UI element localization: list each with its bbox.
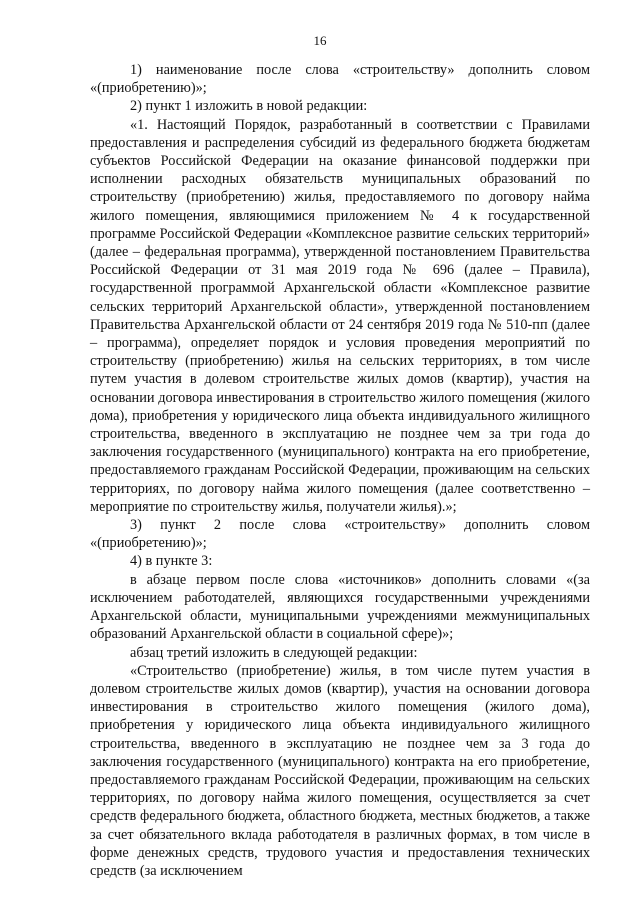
paragraph-item-6: в абзаце первом после слова «источников» дополнить словами «(за исключением работодателей, являющихся государственными учреждениями Архангельской области, муниципальными учреждениями межмуниципальных образований Архангельской области в социальной сфере)»; xyxy=(90,571,590,643)
document-body xyxy=(90,61,590,880)
page-number: 16 xyxy=(313,33,327,48)
paragraph-item-7: абзац третий изложить в следующей редакции: xyxy=(130,644,418,661)
paragraph-item-4: 3) пункт 2 после слова «строительству» дополнить словом «(приобретению)»; xyxy=(90,517,590,552)
paragraph-item-2: 2) пункт 1 изложить в новой редакции: xyxy=(130,98,368,115)
paragraph-item-5: 4) в пункте 3: xyxy=(130,553,213,570)
paragraph-item-1: 1) наименование после слова «строительству» дополнить словом «(приобретению)»; xyxy=(90,62,590,97)
paragraph-item-8: «Строительство (приобретение) жилья, в том числе путем участия в долевом строительстве жилых домов (квартир), участия на основании договора инвестирования в строительство жилого помещения (жилого дома), приобретения у юридического лица объекта индивидуального жилищного строительства, введенного в эксплуатацию не позднее чем за 3 года до заключения государственного (муниципального) контракта на его приобретение, предоставляемого гражданам Российской Федерации, проживающим на сельских территориях, по договору найма жилого помещения, осуществляется за счет средств федерального бюджета, областного бюджета, местных бюджетов, а также за счет обязательного вклада работодателя в различных формах, в том числе в форме денежных средств, трудового участия и предоставления технических средств (за исключением xyxy=(90,662,590,879)
paragraph-item-3: «1. Настоящий Порядок, разработанный в соответствии с Правилами предоставления и распределения субсидий из федерального бюджета бюджетам субъектов Российской Федерации на оказание финансовой поддержки при исполнении расходных обязательств муниципальных образований по строительству (приобретению) жилья, предоставляемого по договору найма жилого помещения, являющимися приложением № 4 к государственной программе Российской Федерации «Комплексное развитие сельских территорий» (далее – федеральная программа), утвержденной постановлением Правительства Российской Федерации от 31 мая 2019 года № 696 (далее – Правила), государственной программой Архангельской области «Комплексное развитие сельских территорий Архангельской области», утвержденной постановлением Правительства Архангельской области от 24 сентября 2019 года № 510-пп (далее – программа), определяет порядок и условия проведения мероприятий по строительству (приобретению) жилья на сельских территориях, в том числе путем участия в долевом строительстве жилых домов (квартир), участия на основании договора инвестирования в строительство жилого помещения (жилого дома), приобретения у юридического лица объекта индивидуального жилищного строительства, введенного в эксплуатацию не позднее чем за три года до заключения государственного (муниципального) контракта на его приобретение, предоставляемого гражданам Российской Федерации, проживающим на сельских территориях, по договору найма жилого помещения (далее соответственно – мероприятие по строительству жилья, получатели жилья).»; xyxy=(90,116,590,515)
